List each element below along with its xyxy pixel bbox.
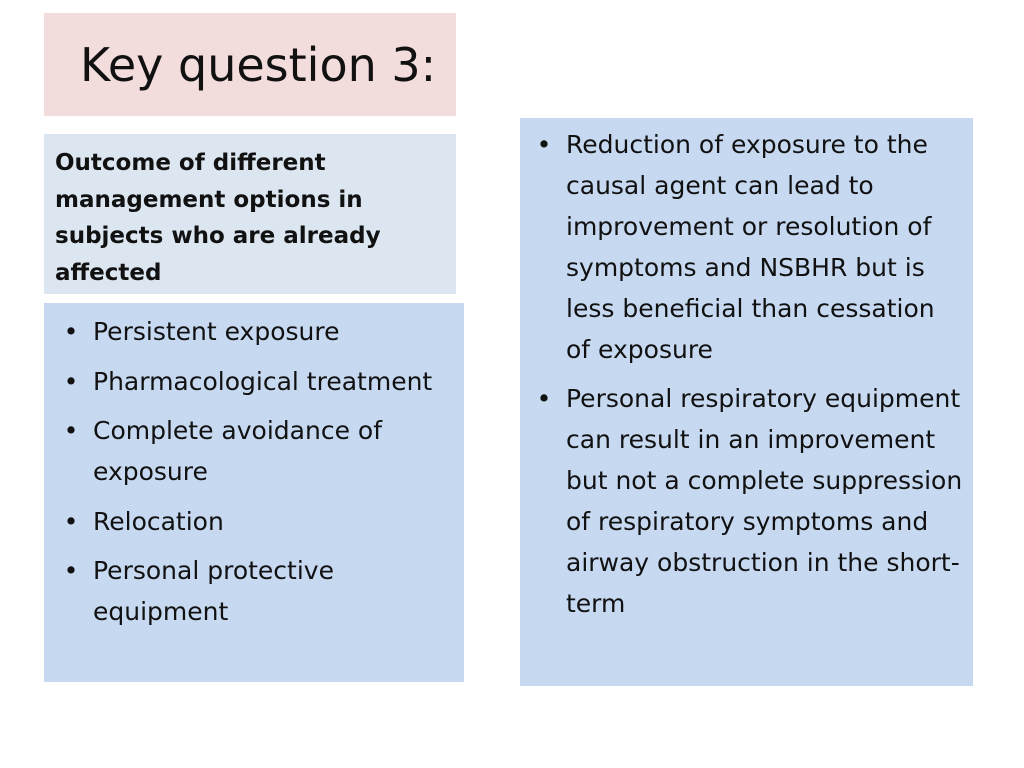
option-text: Personal protective equipment xyxy=(93,556,334,626)
option-text: Relocation xyxy=(93,506,224,536)
finding-text: Reduction of exposure to the causal agent can lead to improvement or resolution of symptoms and NSBHR but is less beneficial than cessation of exposure xyxy=(566,130,935,364)
question-box xyxy=(44,134,456,294)
list-item xyxy=(55,501,454,542)
bullet-icon: • xyxy=(63,366,79,396)
bullet-icon: • xyxy=(63,317,79,346)
bullet-icon: • xyxy=(63,506,79,536)
findings-box xyxy=(520,118,973,686)
option-text: Persistent exposure xyxy=(93,317,340,346)
option-text: Complete avoidance of exposure xyxy=(93,416,382,486)
title-box xyxy=(44,13,456,116)
list-item xyxy=(55,311,454,352)
bullet-icon: • xyxy=(63,416,79,445)
list-item xyxy=(55,361,454,402)
findings-list xyxy=(528,124,963,624)
management-options-box xyxy=(44,303,464,682)
slide-title: Key question 3: xyxy=(80,38,437,92)
list-item xyxy=(55,550,454,632)
bullet-icon: • xyxy=(536,130,552,159)
option-text: Pharmacological treatment xyxy=(93,366,433,396)
management-options-list xyxy=(55,311,454,632)
question-text: Outcome of different management options in subjects who are already affected xyxy=(55,150,381,286)
bullet-icon: • xyxy=(536,384,552,413)
finding-text: Personal respiratory equipment can result in an improvement but not a complete suppression of respiratory symptoms and airway obstruction in the short-term xyxy=(566,384,963,618)
list-item xyxy=(528,124,963,370)
list-item xyxy=(55,410,454,492)
bullet-icon: • xyxy=(63,556,79,585)
list-item xyxy=(528,378,963,624)
